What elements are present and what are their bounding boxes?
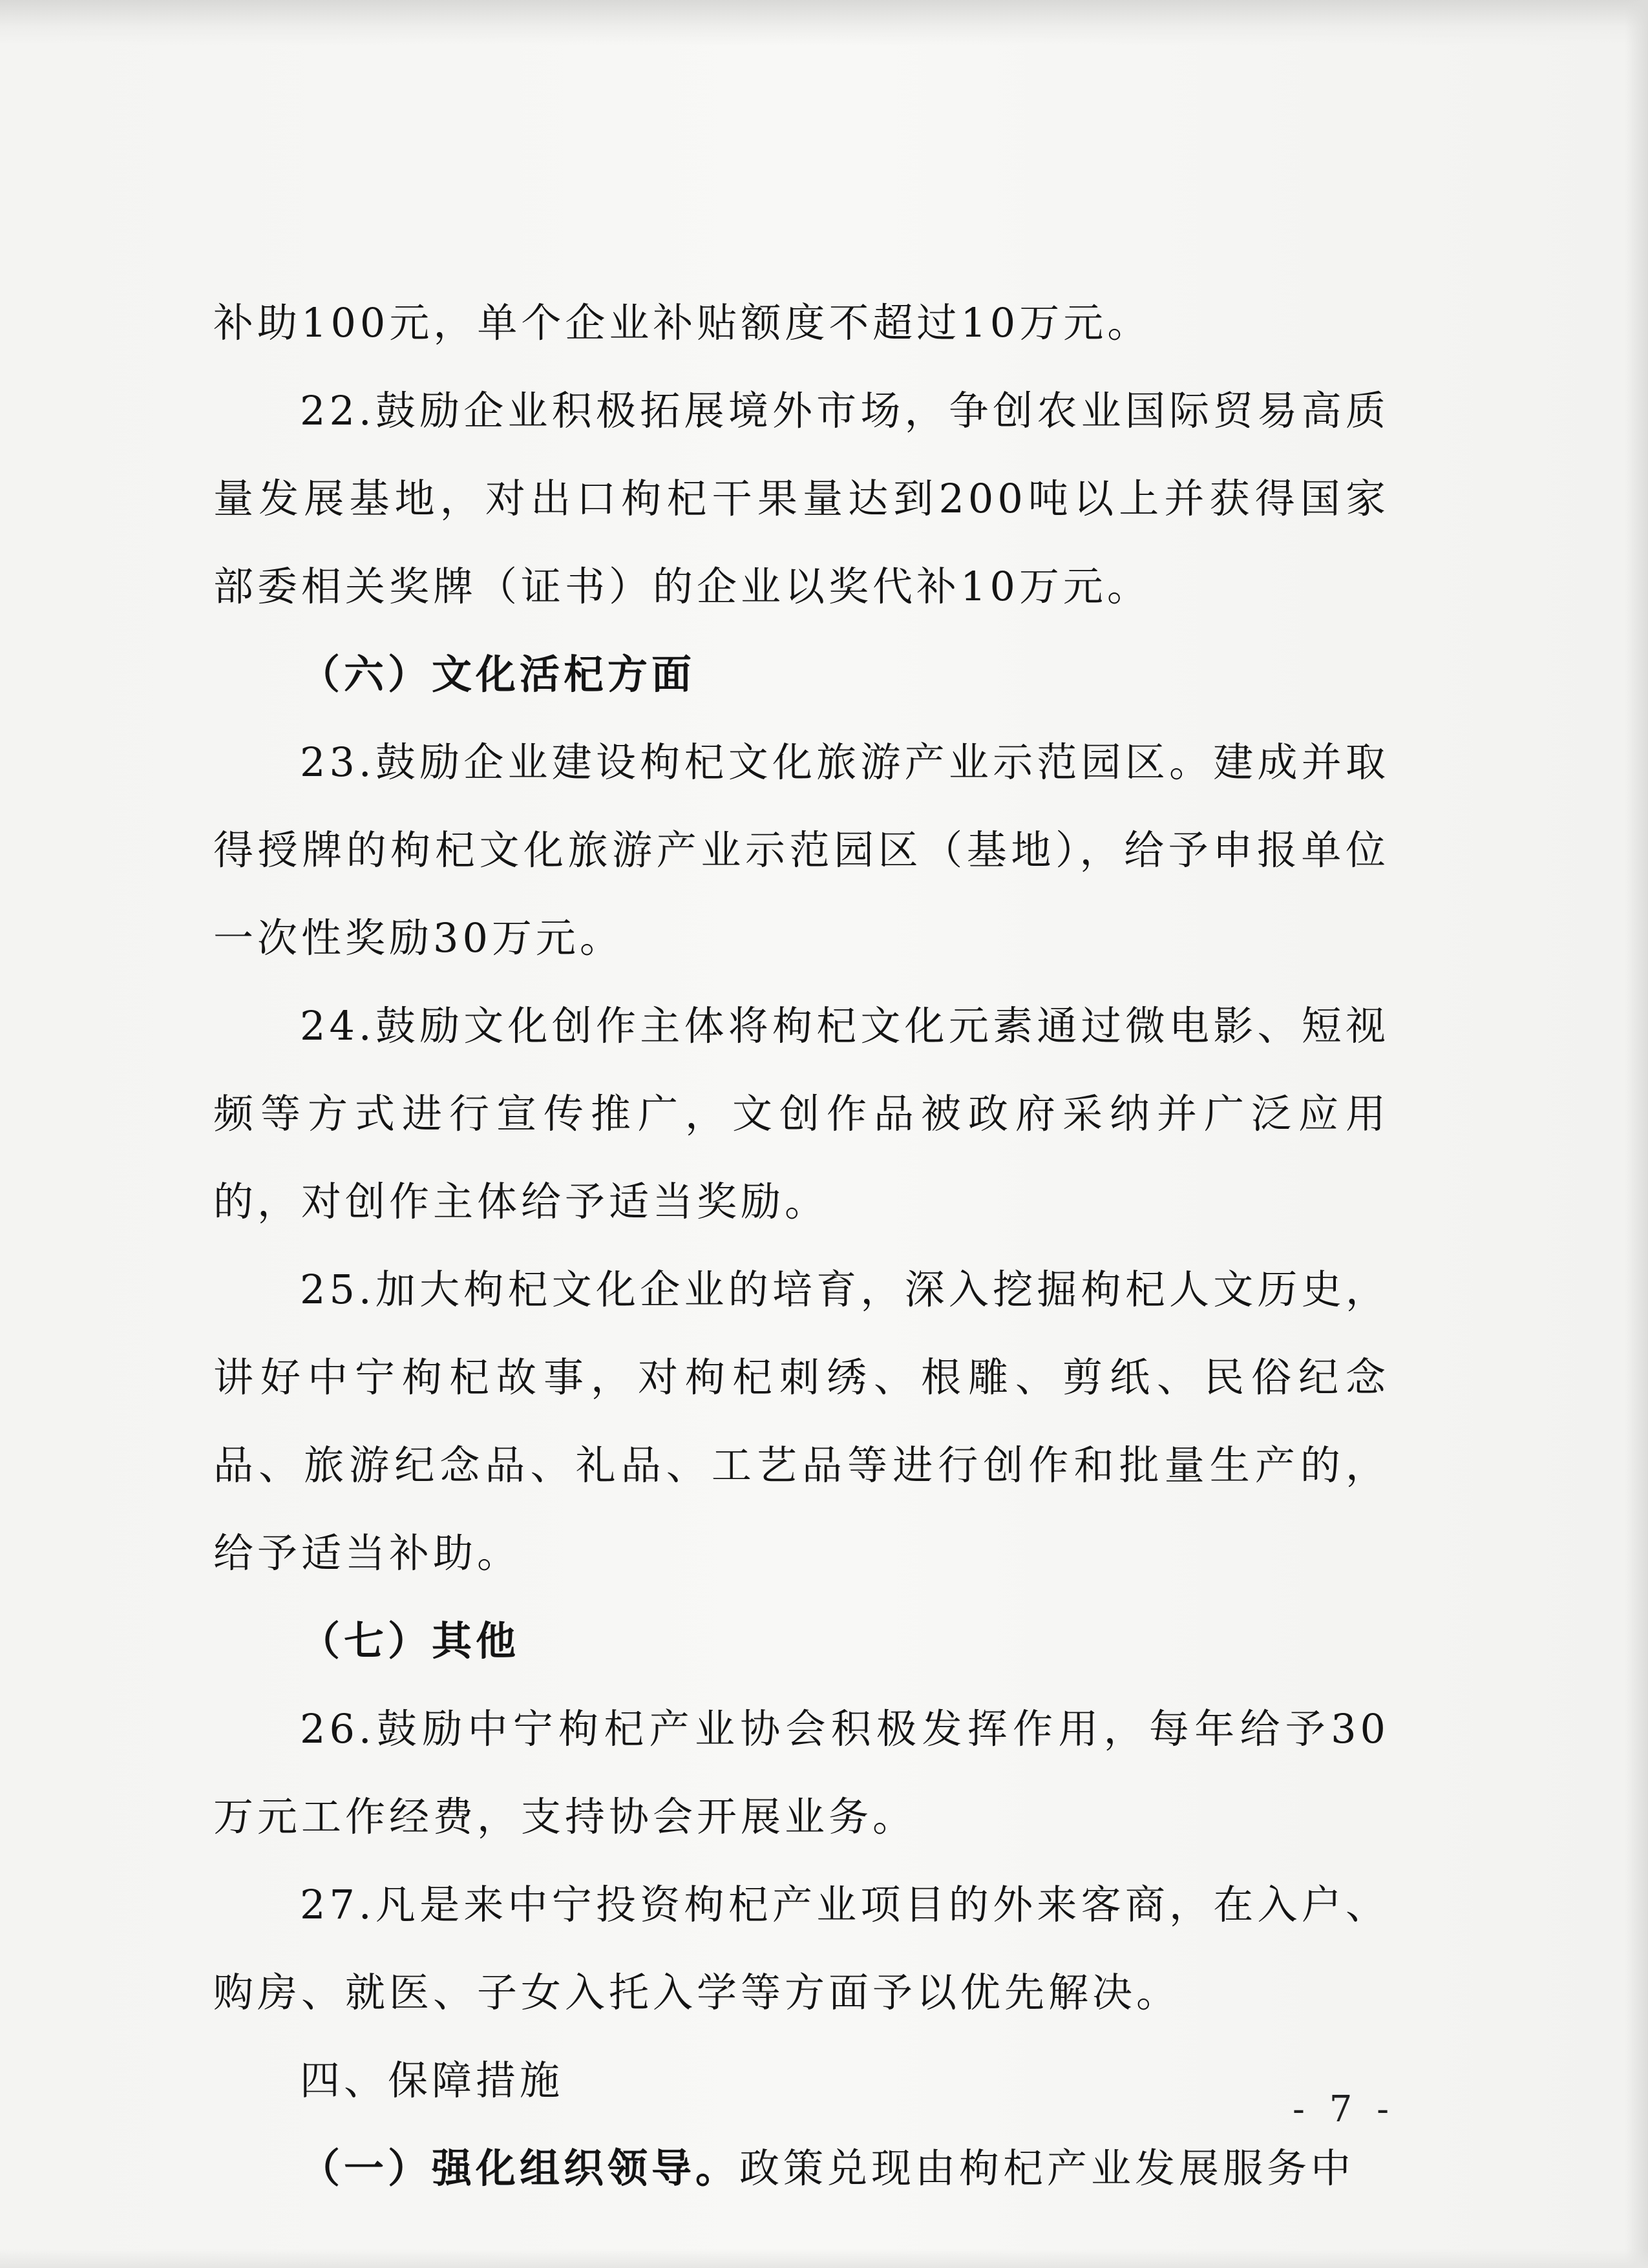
paragraph-item-25: 25.加大枸杞文化企业的培育，深入挖掘枸杞人文历史，讲好中宁枸杞故事，对枸杞刺绣、根雕、剪纸、民俗纪念品、旅游纪念品、礼品、工艺品等进行创作和批量生产的，给予适当补助。	[213, 1266, 1389, 1577]
document-body	[213, 279, 1389, 2212]
paragraph-item-22: 22.鼓励企业积极拓展境外市场，争创农业国际贸易高质量发展基地，对出口枸杞干果量达到200吨以上并获得国家部委相关奖牌（证书）的企业以奖代补10万元。	[213, 387, 1389, 610]
paragraph-subsidy-continuation: 补助100元，单个企业补贴额度不超过10万元。	[213, 299, 1152, 346]
section-heading-other: （七）其他	[300, 1617, 520, 1664]
paragraph-organization-leadership	[213, 2125, 1389, 2212]
chapter-heading-safeguards: 四、保障措施	[300, 2057, 564, 2104]
paragraph-item-26: 26.鼓励中宁枸杞产业协会积极发挥作用，每年给予30万元工作经费，支持协会开展业务。	[213, 1705, 1389, 1840]
paragraph-item-23: 23.鼓励企业建设枸杞文化旅游产业示范园区。建成并取得授牌的枸杞文化旅游产业示范园区（基地），给予申报单位一次性奖励30万元。	[213, 739, 1389, 961]
scan-shadow-bottom	[0, 2249, 1648, 2268]
paragraph-item-27: 27.凡是来中宁投资枸杞产业项目的外来客商，在入户、购房、就医、子女入托入学等方面予以优先解决。	[213, 1881, 1389, 2016]
page-number: - 7 -	[1293, 2088, 1396, 2130]
paragraph-lead-text: 政策兑现由枸杞产业发展服务中	[739, 2145, 1355, 2192]
paragraph-lead-bold: （一）强化组织领导。	[300, 2145, 740, 2192]
scan-shadow-top	[0, 0, 1648, 45]
section-heading-culture: （六）文化活杞方面	[300, 651, 696, 698]
paragraph-item-24: 24.鼓励文化创作主体将枸杞文化元素通过微电影、短视频等方式进行宣传推广，文创作品被政府采纳并广泛应用的，对创作主体给予适当奖励。	[213, 1002, 1389, 1225]
scan-shadow-right	[1625, 0, 1648, 2268]
